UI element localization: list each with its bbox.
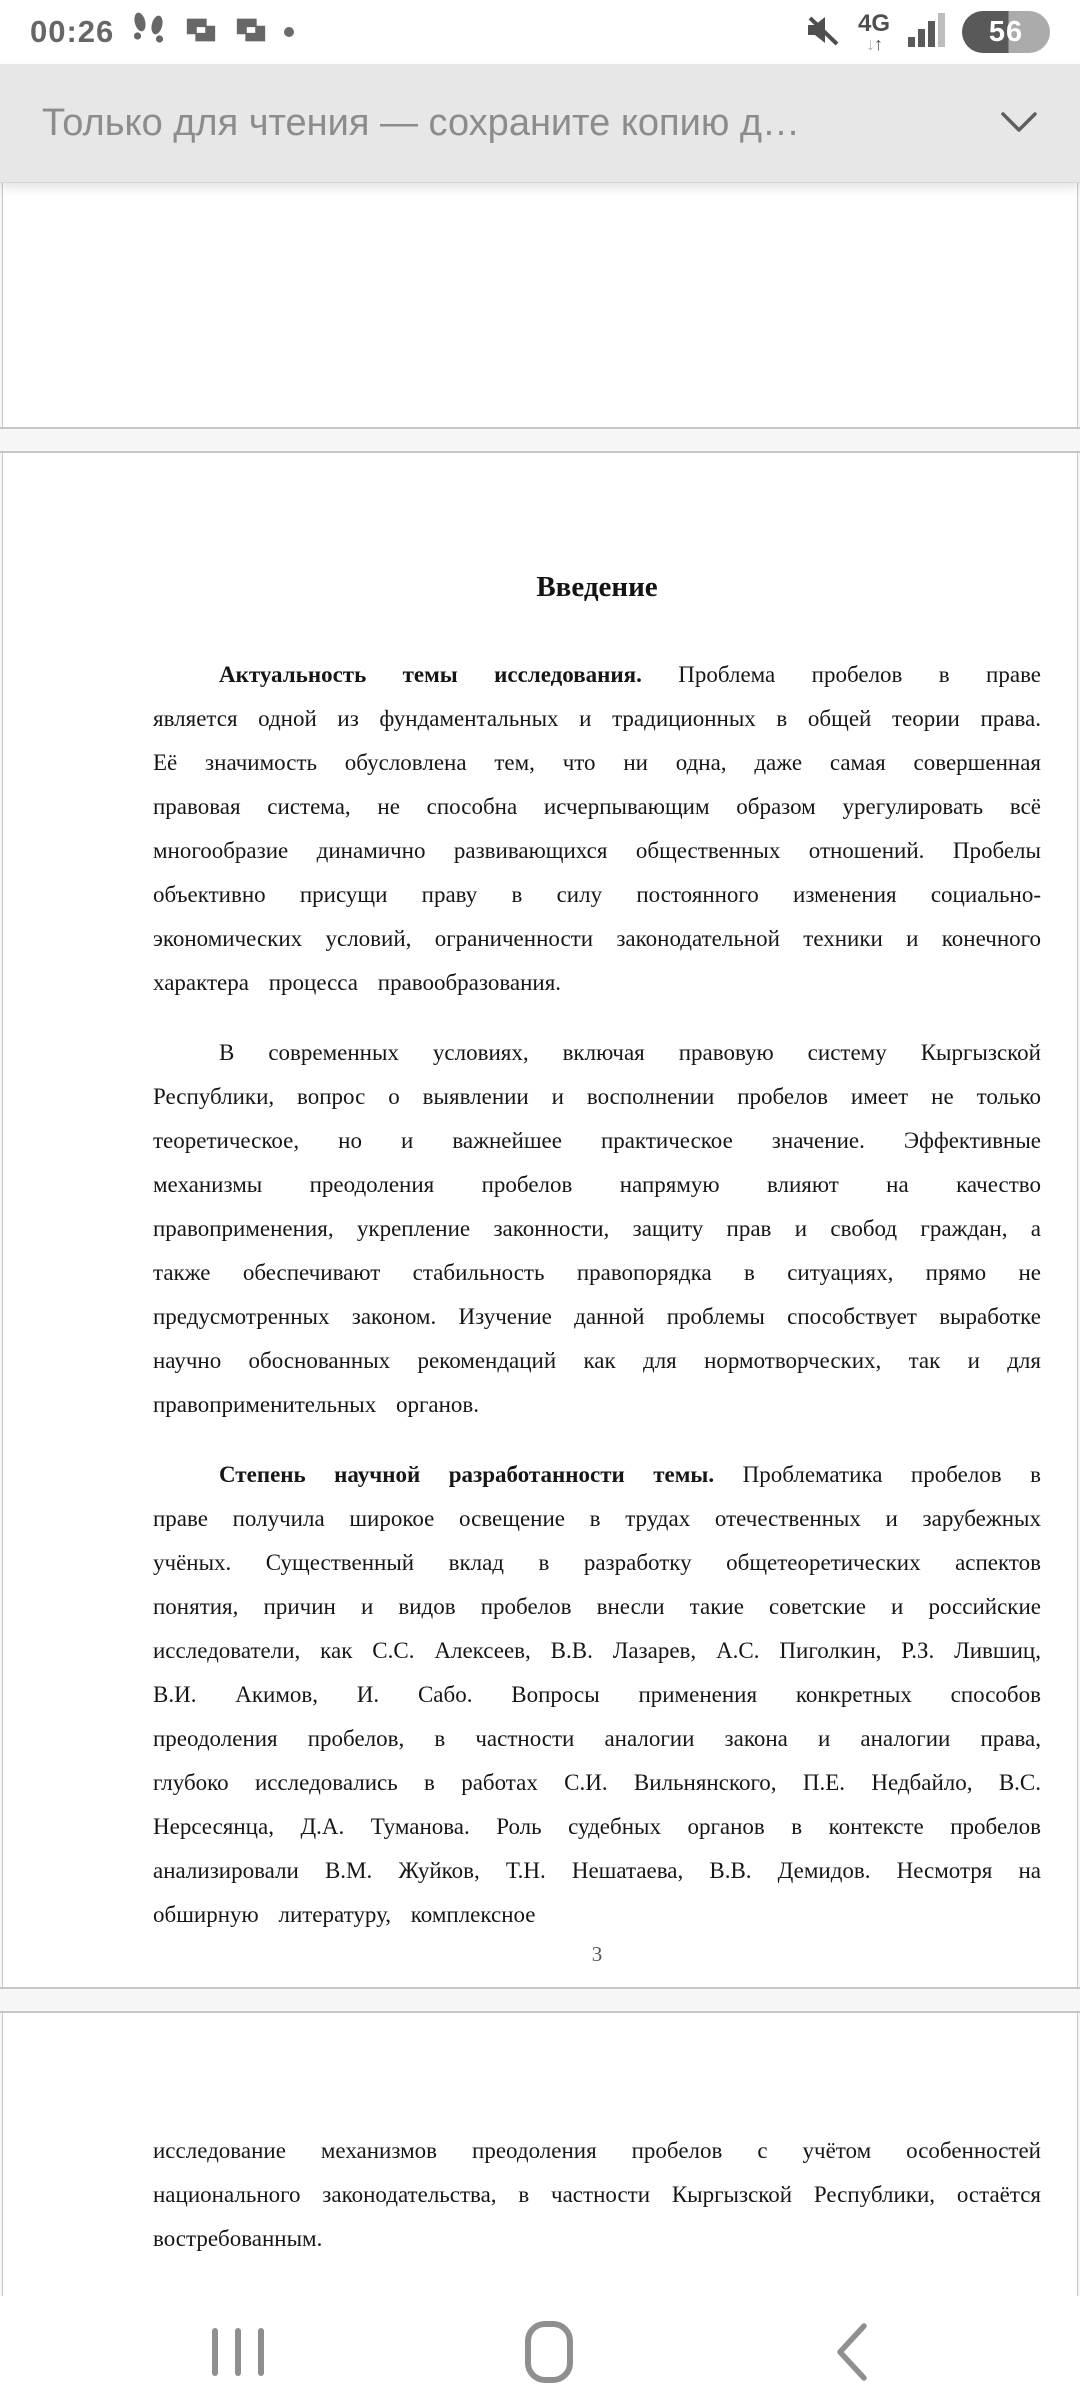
- document-scroll-area[interactable]: [0, 183, 1080, 2408]
- page-break-gap: [0, 1987, 1080, 2013]
- chevron-down-icon[interactable]: [1000, 111, 1038, 135]
- page-number: 3: [591, 1942, 603, 1966]
- paragraph-lead: Степень научной разработанности темы.: [219, 1462, 715, 1487]
- s-app-icon: [184, 13, 218, 52]
- page-break-gap: [0, 427, 1080, 453]
- recents-button[interactable]: [212, 2328, 264, 2376]
- paragraph: [153, 2129, 1041, 2261]
- paragraph-text: исследование механизмов преодоления пробелов с учётом особенностей национального законодательства, в частности Кыргызской Республики, остаётся востребованным.: [153, 2138, 1041, 2251]
- document-page-end-previous: [2, 183, 1078, 427]
- back-button[interactable]: [834, 2322, 868, 2382]
- network-type-indicator: [857, 9, 890, 54]
- battery-indicator: 56: [962, 11, 1050, 53]
- paragraph-lead: Актуальность темы исследования.: [219, 662, 642, 687]
- paragraph-text: Проблематика пробелов в праве получила широкое освещение в трудах отечественных и зарубежных учёных. Существенный вклад в разработку общетеоретических аспектов понятия, причин и видов пробелов внесли такие советские и российские исследователи, как С.С. Алексеев, В.В. Лазарев, А.С. Пиголкин, Р.З. Лившиц, В.И. Акимов, И. Сабо. Вопросы применения конкретных способов преодоления пробелов, в частности аналогии закона и аналогии права, глубоко исследовались в работах С.И. Вильнянского, П.Е. Недбайло, В.С. Нерсесянца, Д.А. Туманова. Роль судебных органов в контексте пробелов анализировали В.М. Жуйков, Т.Н. Нешатаева, В.В. Демидов. Несмотря на обширную литературу, комплексное: [153, 1462, 1042, 1927]
- home-icon: [525, 2321, 573, 2383]
- android-navigation-bar: [0, 2296, 1080, 2408]
- status-bar-left: [30, 9, 294, 56]
- more-notifications-dot: [284, 27, 294, 37]
- document-page-3: [2, 453, 1078, 1987]
- clock: 00:26: [30, 14, 115, 49]
- footprints-icon: [130, 9, 168, 56]
- paragraph: [153, 653, 1041, 1005]
- network-type-label: 4G: [857, 9, 890, 37]
- recents-icon: [212, 2328, 264, 2376]
- status-bar: [0, 0, 1080, 64]
- section-title: Введение: [536, 571, 658, 603]
- data-arrows-icon: ↓↑: [865, 33, 882, 54]
- read-only-banner-text: Только для чтения — сохраните копию д…: [42, 101, 801, 144]
- s-app-icon: [234, 13, 268, 52]
- paragraph: [153, 1453, 1041, 1937]
- status-bar-right: [802, 10, 1050, 55]
- paragraph-text: В современных условиях, включая правовую систему Кыргызской Республики, вопрос о выявлении и восполнении пробелов имеет не только теоретическое, но и важнейшее практическое значение. Эффективные механизмы преодоления пробелов напрямую влияют на качество правоприменения, укрепление законности, защиту прав и свобод граждан, а также обеспечивают стабильность правопорядка в ситуациях, прямо не предусмотренных законом. Изучение данной проблемы способствует выработке научно обоснованных рекомендаций как для нормотворческих, так и для правоприменительных органов.: [153, 1040, 1041, 1417]
- paragraph: [153, 1031, 1041, 1427]
- read-only-banner[interactable]: [0, 64, 1080, 183]
- back-icon: [834, 2322, 868, 2382]
- paragraph-text: Проблема пробелов в праве является одной из фундаментальных и традиционных в общей теории права. Её значимость обусловлена тем, что ни одна, даже самая совершенная правовая система, не способна исчерпывающим образом урегулировать всё многообразие динамично развивающихся общественных отношений. Пробелы объективно присущи праву в силу постоянного изменения социально-экономических условий, ограниченности законодательной техники и конечного характера процесса правообразования.: [153, 662, 1042, 995]
- signal-strength-icon: [906, 11, 946, 54]
- home-button[interactable]: [525, 2321, 573, 2383]
- mute-icon: [802, 10, 842, 55]
